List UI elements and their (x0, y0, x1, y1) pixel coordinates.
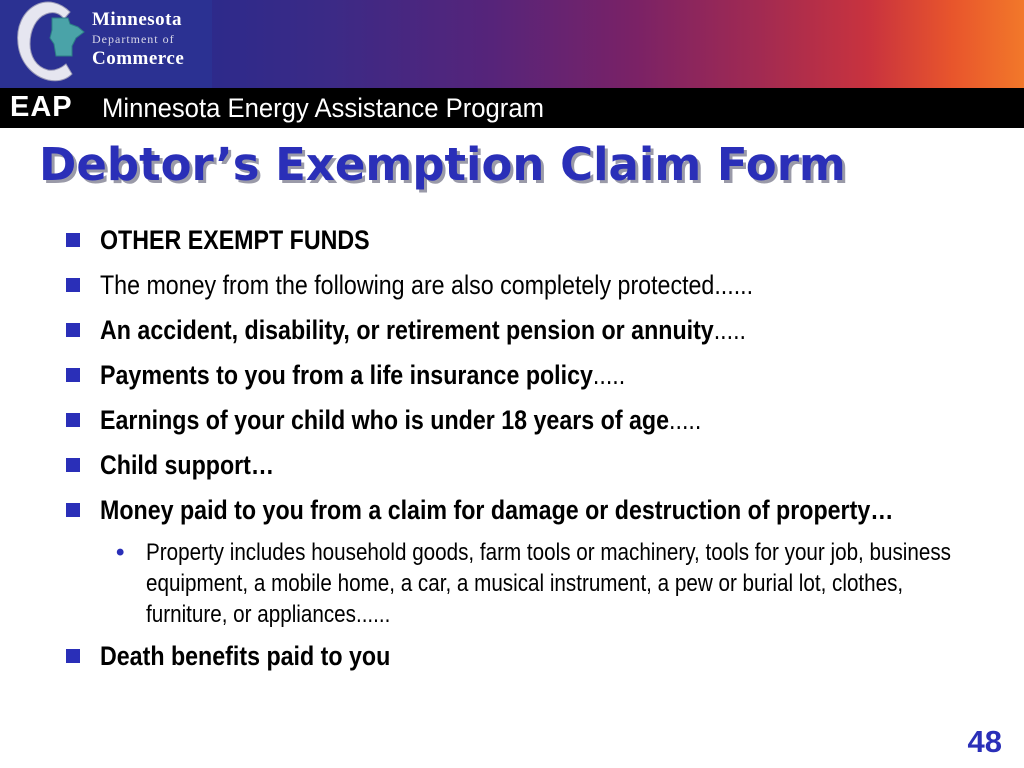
bullet-bold-text: Money paid to you from a claim for damage or destruction of property… (100, 495, 894, 525)
blue-square-bullet-icon (66, 503, 80, 517)
list-item (66, 447, 986, 483)
program-bar (0, 88, 1024, 128)
header-banner (0, 0, 1024, 88)
round-dot-bullet-icon: • (116, 539, 125, 566)
program-name: Minnesota Energy Assistance Program (102, 93, 544, 123)
blue-square-bullet-icon (66, 649, 80, 663)
bullet-bold-text: Payments to you from a life insurance policy (100, 360, 593, 390)
logo-line-3: Commerce (92, 48, 185, 69)
bullet-bold-text: Death benefits paid to you (100, 641, 391, 671)
blue-square-bullet-icon (66, 368, 80, 382)
logo-text (92, 10, 210, 68)
sub-bullet-text: Property includes household goods, farm tools or machinery, tools for your job, business equipment, a mobile home, a car, a musical instrument, a pew or burial lot, clothes, furniture, or appliances...... (146, 539, 952, 628)
blue-square-bullet-icon (66, 278, 80, 292)
bullet-text: ..... (669, 405, 702, 435)
bullet-bold-text: OTHER EXEMPT FUNDS (100, 225, 370, 255)
bullet-bold-text: Earnings of your child who is under 18 years of age (100, 405, 670, 435)
list-item (66, 638, 986, 674)
blue-square-bullet-icon (66, 413, 80, 427)
bullet-text: The money from the following are also completely protected...... (100, 270, 754, 300)
list-item (66, 267, 986, 303)
logo-line-1: Minnesota (92, 9, 182, 30)
bullet-bold-text: An accident, disability, or retirement pension or annuity (100, 315, 714, 345)
page-number: 48 (967, 724, 1002, 759)
commerce-logo (0, 0, 212, 88)
blue-square-bullet-icon (66, 233, 80, 247)
list-item (66, 357, 986, 393)
slide-title: Debtor’s Exemption Claim Form (39, 138, 846, 191)
list-item (66, 402, 986, 438)
bullet-list (66, 222, 986, 683)
list-item (66, 222, 986, 258)
program-abbreviation: EAP (10, 91, 73, 123)
list-item (66, 312, 986, 348)
bullet-text: ..... (713, 315, 746, 345)
bullet-text: ..... (592, 360, 626, 390)
list-item (66, 492, 986, 528)
blue-square-bullet-icon (66, 323, 80, 337)
logo-line-2: Department of (92, 32, 175, 46)
minnesota-state-c-logo-icon (8, 0, 88, 88)
blue-square-bullet-icon (66, 458, 80, 472)
sub-list-item (66, 537, 986, 630)
bullet-bold-text: Child support… (100, 450, 275, 480)
